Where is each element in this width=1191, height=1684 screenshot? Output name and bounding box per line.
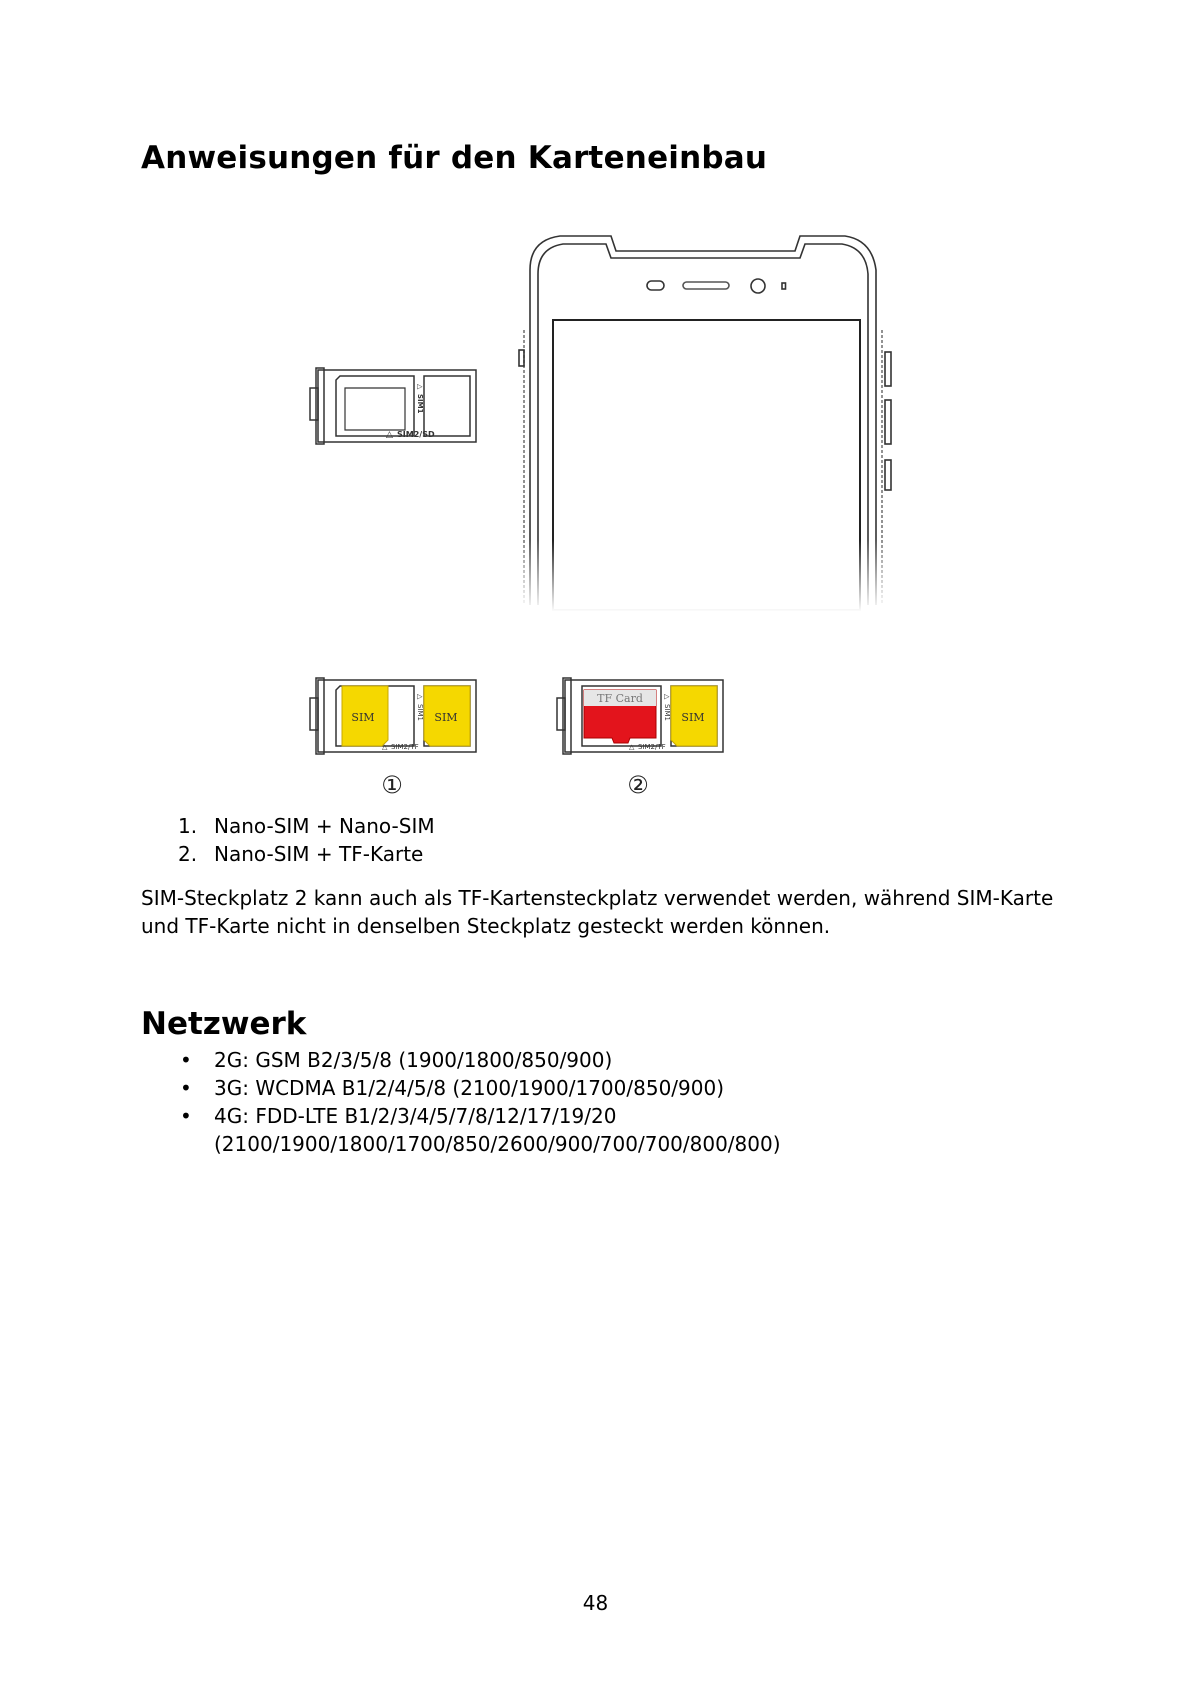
svg-text:△: △ [416, 694, 424, 700]
svg-text:△: △ [629, 743, 635, 751]
svg-text:△: △ [663, 694, 671, 700]
svg-text:SIM1: SIM1 [416, 394, 424, 414]
card-options-list [178, 812, 435, 868]
page-number: 48 [582, 1591, 609, 1615]
svg-text:△: △ [382, 743, 388, 751]
svg-text:△: △ [416, 384, 424, 390]
list-item: • 2G: GSM B2/3/5/8 (1900/1800/850/900) [180, 1048, 613, 1072]
section-heading-network: Netzwerk [141, 1006, 307, 1042]
list-item: • 3G: WCDMA B1/2/4/5/8 (2100/1900/1700/850/900) [180, 1076, 725, 1100]
option-2-marker: ② [627, 771, 649, 799]
card-installation-figure [0, 0, 1191, 800]
svg-text:SIM2/TF: SIM2/TF [391, 743, 419, 751]
svg-text:SIM1: SIM1 [663, 704, 671, 722]
sim-tray-option-2 [557, 678, 723, 799]
svg-text:SIM2/TF: SIM2/TF [638, 743, 666, 751]
svg-text:SIM: SIM [434, 711, 458, 724]
list-item: 1. Nano-SIM + Nano-SIM [178, 814, 435, 838]
svg-text:SIM: SIM [681, 711, 705, 724]
sim-tray-empty [310, 368, 476, 444]
list-item: 2. Nano-SIM + TF-Karte [178, 842, 424, 866]
svg-text:△: △ [386, 430, 393, 440]
svg-text:TF Card: TF Card [597, 692, 643, 705]
section-heading-card-installation: Anweisungen für den Karteneinbau [141, 140, 768, 176]
list-item: • 4G: FDD-LTE B1/2/3/4/5/7/8/12/17/19/20 (2100/1900/1800/1700/850/2600/900/700/700/800/800) [180, 1104, 781, 1156]
network-bands-list [178, 1046, 878, 1158]
svg-text:SIM: SIM [351, 711, 375, 724]
slot-info-paragraph: SIM-Steckplatz 2 kann auch als TF-Kartensteckplatz verwendet werden, während SIM-Karte und TF-Karte nicht in denselben Steckplatz gesteckt werden können. [141, 886, 1054, 938]
option-1-marker: ① [381, 771, 403, 799]
sim-tray-option-1 [310, 678, 476, 799]
svg-text:SIM2/SD: SIM2/SD [397, 430, 435, 439]
svg-text:SIM1: SIM1 [416, 704, 424, 722]
